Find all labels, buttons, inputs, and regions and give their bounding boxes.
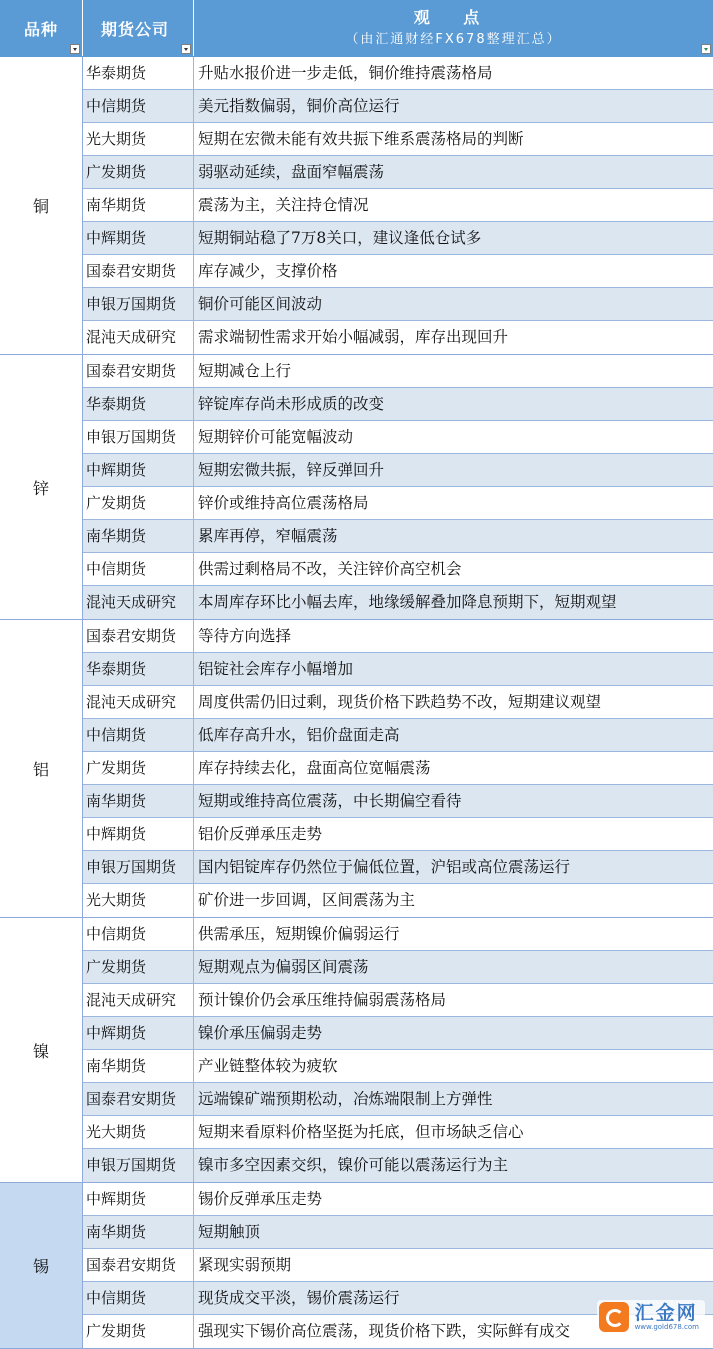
company-cell: 中信期货 [83, 1282, 194, 1314]
category-cell: 铜 [0, 57, 83, 354]
view-cell: 短期铜站稳了7万8关口，建议逢低仓试多 [198, 229, 482, 247]
view-cell: 锌锭库存尚未形成质的改变 [198, 395, 385, 413]
table-row [83, 620, 713, 653]
view-cell: 周度供需仍旧过剩，现货价格下跌趋势不改，短期建议观望 [198, 693, 602, 711]
company-cell: 国泰君安期货 [83, 1249, 194, 1281]
table-row [83, 388, 713, 421]
table-row [83, 1183, 713, 1216]
table-row [83, 1050, 713, 1083]
company-cell: 混沌天成研究 [83, 586, 194, 619]
view-cell: 短期观点为偏弱区间震荡 [198, 958, 369, 976]
view-cell: 国内铝锭库存仍然位于偏低位置，沪铝或高位震荡运行 [198, 858, 571, 876]
header-variety [0, 0, 83, 56]
table-row [83, 653, 713, 686]
table-row [83, 1116, 713, 1149]
company-cell: 申银万国期货 [83, 288, 194, 320]
company-cell: 南华期货 [83, 189, 194, 221]
category-cell: 铝 [0, 620, 83, 917]
view-cell: 震荡为主，关注持仓情况 [198, 196, 369, 214]
table-row [83, 1216, 713, 1249]
table-row [83, 57, 713, 90]
filter-dropdown-icon[interactable] [70, 44, 80, 54]
table-row [83, 918, 713, 951]
company-cell: 国泰君安期货 [83, 355, 194, 387]
company-cell: 中信期货 [83, 553, 194, 585]
company-cell: 南华期货 [83, 1050, 194, 1082]
filter-active-icon[interactable] [701, 44, 711, 54]
company-cell: 中辉期货 [83, 1183, 194, 1215]
company-cell: 光大期货 [83, 884, 194, 917]
company-cell: 混沌天成研究 [83, 686, 194, 718]
company-cell: 华泰期货 [83, 388, 194, 420]
view-cell: 短期减仓上行 [198, 362, 292, 380]
company-cell: 华泰期货 [83, 57, 194, 89]
table-header [0, 0, 713, 57]
table-row [83, 1149, 713, 1182]
header-view-sub: （由汇通财经FX678整理汇总） [345, 32, 562, 47]
company-cell: 混沌天成研究 [83, 321, 194, 354]
company-cell: 南华期货 [83, 520, 194, 552]
view-cell: 预计镍价仍会承压维持偏弱震荡格局 [198, 991, 447, 1009]
table-row [83, 984, 713, 1017]
table-row [83, 355, 713, 388]
header-company-label: 期货公司 [101, 20, 170, 39]
company-cell: 中辉期货 [83, 1017, 194, 1049]
company-cell: 国泰君安期货 [83, 1083, 194, 1115]
view-cell: 现货成交平淡，锡价震荡运行 [198, 1289, 400, 1307]
table-row [83, 321, 713, 354]
view-cell: 锌价或维持高位震荡格局 [198, 494, 369, 512]
company-cell: 广发期货 [83, 951, 194, 983]
view-cell: 产业链整体较为疲软 [198, 1057, 338, 1075]
company-cell: 光大期货 [83, 123, 194, 155]
view-cell: 低库存高升水，铝价盘面走高 [198, 726, 400, 744]
table-row [83, 421, 713, 454]
category-cell: 锡 [0, 1183, 83, 1348]
table-row [83, 288, 713, 321]
view-cell: 短期或维持高位震荡，中长期偏空看待 [198, 792, 462, 810]
company-cell: 中辉期货 [83, 454, 194, 486]
view-cell: 弱驱动延续，盘面窄幅震荡 [198, 163, 385, 181]
company-cell: 国泰君安期货 [83, 255, 194, 287]
company-cell: 广发期货 [83, 487, 194, 519]
table-row [83, 785, 713, 818]
view-cell: 铝锭社会库存小幅增加 [198, 660, 354, 678]
view-cell: 供需承压，短期镍价偏弱运行 [198, 925, 400, 943]
view-cell: 需求端韧性需求开始小幅减弱，库存出现回升 [198, 328, 509, 346]
table-row [83, 553, 713, 586]
gold678-logo-icon [599, 1302, 629, 1332]
view-cell: 供需过剩格局不改，关注锌价高空机会 [198, 560, 462, 578]
view-cell: 矿价进一步回调，区间震荡为主 [198, 891, 416, 909]
table-row [83, 951, 713, 984]
view-cell: 累库再停，窄幅震荡 [198, 527, 338, 545]
category-cell: 镍 [0, 918, 83, 1182]
view-cell: 镍市多空因素交织，镍价可能以震荡运行为主 [198, 1156, 509, 1174]
header-view [194, 0, 713, 56]
table-row [83, 222, 713, 255]
table-row [83, 586, 713, 619]
table-row [83, 189, 713, 222]
view-cell: 短期宏微共振，锌反弹回升 [198, 461, 385, 479]
view-cell: 铝价反弹承压走势 [198, 825, 323, 843]
view-cell: 锡价反弹承压走势 [198, 1190, 323, 1208]
view-cell: 本周库存环比小幅去库，地缘缓解叠加降息预期下，短期观望 [198, 593, 617, 611]
table-row [83, 255, 713, 288]
company-cell: 南华期货 [83, 785, 194, 817]
view-cell: 远端镍矿端预期松动，冶炼端限制上方弹性 [198, 1090, 493, 1108]
table-row [83, 818, 713, 851]
company-cell: 申银万国期货 [83, 851, 194, 883]
header-variety-label: 品种 [24, 20, 59, 39]
view-cell: 铜价可能区间波动 [198, 295, 323, 313]
table-row [83, 1017, 713, 1050]
company-cell: 广发期货 [83, 1315, 194, 1348]
category-cell: 锌 [0, 355, 83, 619]
company-cell: 申银万国期货 [83, 421, 194, 453]
table-row [83, 1249, 713, 1282]
header-view-label: 观 点 [413, 8, 494, 27]
view-cell: 美元指数偏弱，铜价高位运行 [198, 97, 400, 115]
table-row [83, 851, 713, 884]
table-row [83, 719, 713, 752]
table-row [83, 1083, 713, 1116]
view-cell: 镍价承压偏弱走势 [198, 1024, 323, 1042]
company-cell: 申银万国期货 [83, 1149, 194, 1182]
view-cell: 库存持续去化，盘面高位宽幅震荡 [198, 759, 431, 777]
view-cell: 短期在宏微未能有效共振下维系震荡格局的判断 [198, 130, 524, 148]
table-row [83, 156, 713, 189]
table-body [0, 57, 713, 1349]
table-row [83, 520, 713, 553]
company-cell: 南华期货 [83, 1216, 194, 1248]
company-cell: 中辉期货 [83, 222, 194, 254]
view-cell: 短期触顶 [198, 1223, 261, 1241]
category-group [0, 620, 713, 918]
watermark-name: 汇金网 [634, 1301, 698, 1324]
view-cell: 强现实下锡价高位震荡，现货价格下跌，实际鲜有成交 [198, 1322, 571, 1340]
view-cell: 短期锌价可能宽幅波动 [198, 428, 354, 446]
view-cell: 短期来看原料价格坚挺为托底，但市场缺乏信心 [198, 1123, 524, 1141]
category-group [0, 57, 713, 355]
category-group [0, 355, 713, 620]
category-group [0, 918, 713, 1183]
company-cell: 国泰君安期货 [83, 620, 194, 652]
filter-dropdown-icon[interactable] [181, 44, 191, 54]
view-cell: 升贴水报价进一步走低，铜价维持震荡格局 [198, 64, 493, 82]
company-cell: 华泰期货 [83, 653, 194, 685]
table-row [83, 123, 713, 156]
watermark [597, 1300, 705, 1334]
company-cell: 中信期货 [83, 90, 194, 122]
table-row [83, 90, 713, 123]
company-cell: 广发期货 [83, 156, 194, 188]
table-row [83, 884, 713, 917]
company-cell: 中辉期货 [83, 818, 194, 850]
company-cell: 光大期货 [83, 1116, 194, 1148]
company-cell: 中信期货 [83, 918, 194, 950]
table-row [83, 487, 713, 520]
table-row [83, 752, 713, 785]
company-cell: 混沌天成研究 [83, 984, 194, 1016]
table-row [83, 454, 713, 487]
view-cell: 等待方向选择 [198, 627, 292, 645]
table-row [83, 686, 713, 719]
company-cell: 广发期货 [83, 752, 194, 784]
watermark-url: www.gold678.com [634, 1322, 699, 1331]
company-cell: 中信期货 [83, 719, 194, 751]
header-company [83, 0, 194, 56]
view-cell: 库存减少，支撑价格 [198, 262, 338, 280]
view-cell: 紧现实弱预期 [198, 1256, 292, 1274]
